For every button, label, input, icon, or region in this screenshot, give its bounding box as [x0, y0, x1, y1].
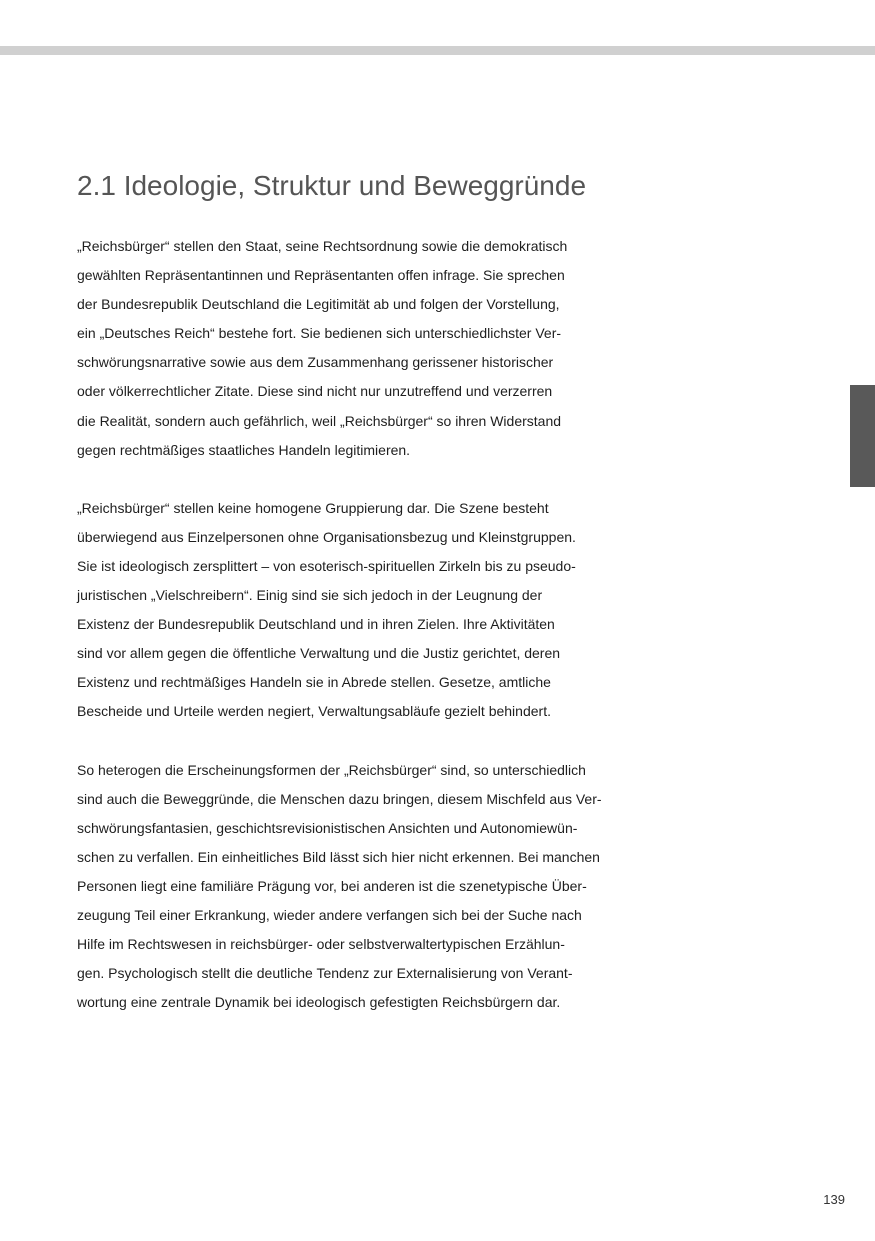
text-line: Existenz der Bundesrepublik Deutschland und in ihren Zielen. Ihre Aktivitäten [77, 616, 555, 633]
text-line: gewählten Repräsentantinnen und Repräsentanten offen infrage. Sie sprechen [77, 267, 565, 284]
text-line: Personen liegt eine familiäre Prägung vor, bei anderen ist die szenetypische Über- [77, 877, 587, 894]
text-line: schen zu verfallen. Ein einheitliches Bild lässt sich hier nicht erkennen. Bei manchen [77, 848, 600, 865]
paragraph-1 [77, 232, 797, 465]
text-line: gen. Psychologisch stellt die deutliche Tendenz zur Externalisierung von Verant- [77, 965, 573, 982]
text-line: Existenz und rechtmäßiges Handeln sie in Abrede stellen. Gesetze, amtliche [77, 674, 551, 691]
text-line: zeugung Teil einer Erkrankung, wieder andere verfangen sich bei der Suche nach [77, 906, 582, 923]
text-line: gegen rechtmäßiges staatliches Handeln legitimieren. [77, 441, 411, 458]
paragraph-3 [77, 756, 797, 1018]
text-line: oder völkerrechtlicher Zitate. Diese sind nicht nur unzutreffend und verzerren [77, 383, 553, 400]
text-line: die Realität, sondern auch gefährlich, weil „Reichsbürger“ so ihren Widerstand [77, 412, 562, 429]
text-line: „Reichsbürger“ stellen den Staat, seine Rechtsordnung sowie die demokratisch [77, 238, 568, 254]
body-text [77, 232, 797, 1046]
text-line: So heterogen die Erscheinungsformen der „Reichsbürger“ sind, so unterschiedlich [77, 761, 586, 778]
top-rule [0, 46, 875, 55]
text-line: Hilfe im Rechtswesen in reichsbürger- oder selbstverwaltertypischen Erzählun- [77, 936, 565, 953]
text-line: schwörungsfantasien, geschichtsrevisionistischen Ansichten und Autonomiewün- [77, 819, 578, 836]
section-heading: 2.1 Ideologie, Struktur und Beweggründe [77, 170, 587, 201]
text-line: schwörungsnarrative sowie aus dem Zusammenhang gerissener historischer [77, 354, 554, 371]
text-line: juristischen „Vielschreibern“. Einig sind sie sich jedoch in der Leugnung der [77, 587, 543, 604]
text-line: der Bundesrepublik Deutschland die Legitimität ab und folgen der Vorstellung, [77, 296, 560, 313]
chapter-side-tab [850, 385, 875, 487]
text-line: wortung eine zentrale Dynamik bei ideologisch gefestigten Reichsbürgern dar. [77, 994, 561, 1011]
text-line: sind vor allem gegen die öffentliche Verwaltung und die Justiz gerichtet, deren [77, 645, 561, 662]
text-line: Sie ist ideologisch zersplittert – von esoterisch-spirituellen Zirkeln bis zu pseudo- [77, 557, 576, 574]
paragraph-2 [77, 494, 797, 727]
text-line: überwiegend aus Einzelpersonen ohne Organisationsbezug und Kleinstgruppen. [77, 528, 576, 545]
text-line: ein „Deutsches Reich“ bestehe fort. Sie bedienen sich unterschiedlichster Ver- [77, 325, 562, 342]
page-number: 139 [823, 1192, 845, 1207]
text-line: sind auch die Beweggründe, die Menschen dazu bringen, diesem Mischfeld aus Ver- [77, 790, 602, 807]
text-line: Bescheide und Urteile werden negiert, Verwaltungsabläufe gezielt behindert. [77, 703, 551, 720]
text-line: „Reichsbürger“ stellen keine homogene Gruppierung dar. Die Szene besteht [77, 499, 549, 516]
